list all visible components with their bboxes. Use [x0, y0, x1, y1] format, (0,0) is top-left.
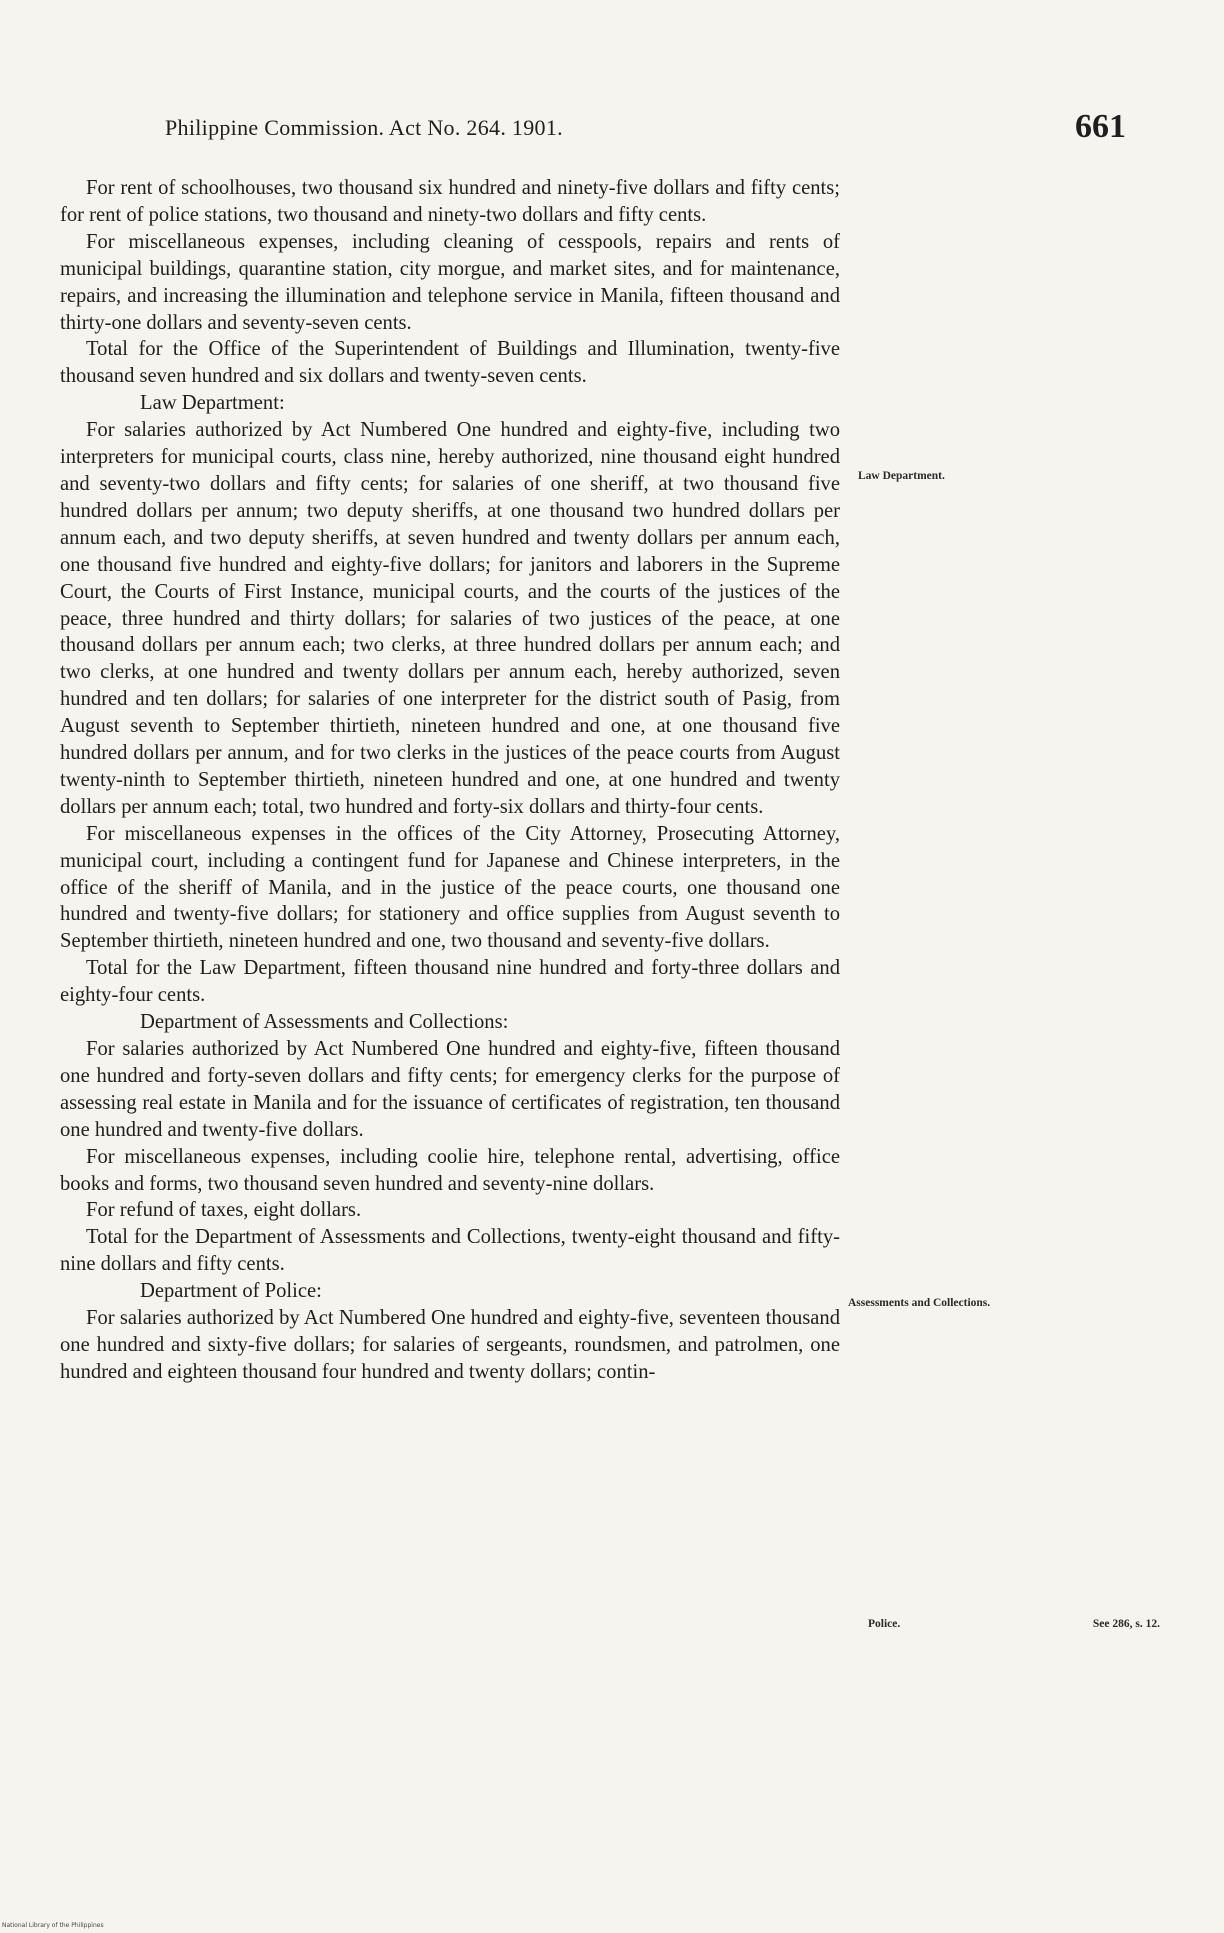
paragraph-police-salaries: For salaries authorized by Act Numbered One hundred and eighty-five, seventeen thousand one hundred and sixty-five dollars; for salaries of sergeants, roundsmen, and patrolmen, one hundred and eighteen thousand four hundred and twenty dollars; contin-	[60, 1307, 840, 1383]
paragraph-total-assessments: Total for the Department of Assessments and Collections, twenty-eight thousand and fifty-nine dollars and fifty cents.	[60, 1226, 840, 1276]
paragraph-law-misc-expenses: For miscellaneous expenses in the offices of the City Attorney, Prosecuting Attorney, municipal court, including a contingent fund for Japanese and Chinese interpreters, in the office of the sheriff of Manila, and in the justice of the peace courts, one thousand one hundred and twenty-five dollars; for stationery and office supplies from August seventh to September thirtieth, nineteen hundred and one, two thousand and seventy-five dollars.	[60, 822, 840, 953]
footer-watermark: National Library of the Philippines	[2, 1922, 104, 1929]
margin-note-police: Police.	[868, 1618, 901, 1630]
paragraph-assessments-misc: For miscellaneous expenses, including coolie hire, telephone rental, advertising, office books and forms, two thousand seven hundred and seventy-nine dollars.	[60, 1145, 840, 1195]
section-heading-police: Department of Police:	[140, 1280, 322, 1303]
margin-note-law-department: Law Department.	[858, 470, 945, 482]
running-head: Philippine Commission. Act No. 264. 1901.	[165, 115, 563, 140]
paragraph-assessments-salaries: For salaries authorized by Act Numbered One hundred and eighty-five, fifteen thousand one hundred and forty-seven dollars and fifty cents; for emergency clerks for the purpose of assessing real estate in Manila and for the issuance of certificates of registration, ten thousand one hundred and twenty-five dollars.	[60, 1038, 840, 1141]
section-heading-assessments: Department of Assessments and Collections:	[140, 1011, 509, 1034]
margin-note-assessments: Assessments and Collections.	[848, 1297, 991, 1309]
paragraph-rent-schoolhouses: For rent of schoolhouses, two thousand six hundred and ninety-five dollars and fifty cents; for rent of police stations, two thousand and ninety-two dollars and fifty cents.	[60, 177, 840, 226]
paragraph-law-salaries: For salaries authorized by Act Numbered One hundred and eighty-five, including two interpreters for municipal courts, class nine, hereby authorized, nine thousand eight hundred and seventy-two dollars and fifty cents; for salaries of one sheriff, at two thousand five hundred dollars per annum; two deputy sheriffs, at one thousand two hundred dollars per annum each, and two deputy sheriffs, at seven hundred and twenty dollars per annum each, one thousand five hundred and eighty-five dollars; for janitors and laborers in the Supreme Court, the Courts of First Instance, municipal courts, and the courts of the justices of the peace, three hundred and thirty dollars; for salaries of two justices of the peace, at one thousand dollars per annum each; two clerks, at three hundred dollars per annum each; and two clerks, at one hundred and twenty dollars per annum each, hereby authorized, seven hundred and ten dollars; for salaries of one interpreter for the district south of Pasig, from August seventh to September thirtieth, nineteen hundred and one, at one thousand five hundred dollars per annum, and for two clerks in the justices of the peace courts from August twenty-ninth to September thirtieth, nineteen hundred and one, at one hundred and twenty dollars per annum each; total, two hundred and forty-six dollars and thirty-four cents.	[60, 419, 840, 818]
paragraph-total-law: Total for the Law Department, fifteen thousand nine hundred and forty-three dollars and eighty-four cents.	[60, 957, 840, 1007]
margin-note-see-reference: See 286, s. 12.	[1092, 1618, 1160, 1630]
paragraph-misc-expenses-buildings: For miscellaneous expenses, including cleaning of cesspools, repairs and rents of municipal buildings, quarantine station, city morgue, and market sites, and for maintenance, repairs, and increasing the illumination and telephone service in Manila, fifteen thousand and thirty-one dollars and seventy-seven cents.	[60, 230, 840, 334]
section-heading-law-department: Law Department:	[140, 392, 285, 415]
page-number: 661	[1075, 108, 1126, 145]
body-text	[60, 175, 840, 1386]
paragraph-refund-taxes: For refund of taxes, eight dollars.	[86, 1199, 362, 1222]
paragraph-total-buildings: Total for the Office of the Superintendent of Buildings and Illumination, twenty-five thousand seven hundred and six dollars and twenty-seven cents.	[60, 338, 840, 388]
